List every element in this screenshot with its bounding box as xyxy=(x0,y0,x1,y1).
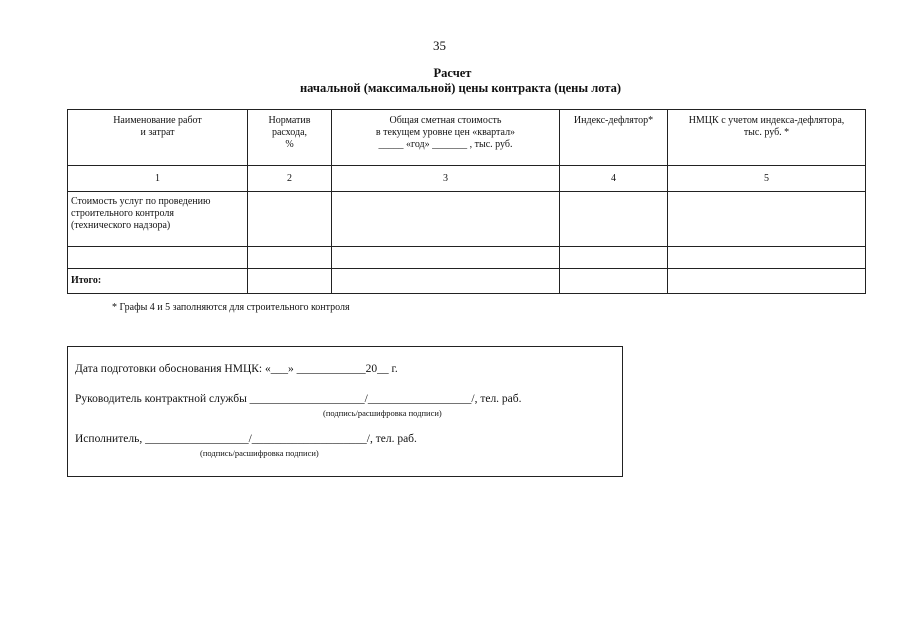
contract-service-head-line: Руководитель контрактной службы ____________________/__________________/, тел. раб. xyxy=(75,393,522,405)
header-estimated-cost: Общая сметная стоимость в текущем уровне цен «квартал» _____ «год» _______ , тыс. руб. xyxy=(332,110,560,166)
preparation-date-line: Дата подготовки обоснования НМЦК: «___» ____________20__ г. xyxy=(75,363,398,375)
empty-cell xyxy=(68,247,248,269)
footnote: * Графы 4 и 5 заполняются для строительного контроля xyxy=(112,302,350,313)
service-name-cell: Стоимость услуг по проведению строительного контроля (технического надзора) xyxy=(68,192,248,247)
table-row xyxy=(68,192,866,247)
empty-cell xyxy=(668,247,866,269)
empty-cell xyxy=(560,269,668,294)
title-line-1: Расчет xyxy=(433,66,472,80)
empty-cell xyxy=(248,269,332,294)
empty-cell xyxy=(332,269,560,294)
empty-cell xyxy=(248,247,332,269)
column-number: 2 xyxy=(248,166,332,192)
table-header-row xyxy=(68,110,866,166)
column-number: 1 xyxy=(68,166,248,192)
document-title xyxy=(0,66,905,96)
signature-block xyxy=(67,346,623,477)
empty-cell xyxy=(668,269,866,294)
header-work-name: Наименование работ и затрат xyxy=(68,110,248,166)
total-row xyxy=(68,269,866,294)
total-label: Итого: xyxy=(68,269,248,294)
column-numbers-row xyxy=(68,166,866,192)
column-number: 3 xyxy=(332,166,560,192)
header-norm: Норматив расхода, % xyxy=(248,110,332,166)
empty-cell xyxy=(248,192,332,247)
page-number: 35 xyxy=(433,38,446,53)
column-number: 4 xyxy=(560,166,668,192)
column-number: 5 xyxy=(668,166,866,192)
empty-cell xyxy=(560,192,668,247)
executor-line: Исполнитель, __________________/____________________/, тел. раб. xyxy=(75,433,417,445)
calculation-table xyxy=(67,109,866,294)
signature-caption: (подпись/расшифровка подписи) xyxy=(200,448,319,458)
empty-cell xyxy=(560,247,668,269)
header-deflator-index: Индекс-дефлятор* xyxy=(560,110,668,166)
empty-cell xyxy=(668,192,866,247)
title-line-2: начальной (максимальной) цены контракта (цены лота) xyxy=(299,81,622,95)
empty-cell xyxy=(332,247,560,269)
empty-cell xyxy=(332,192,560,247)
header-nmck-with-deflator: НМЦК с учетом индекса-дефлятора, тыс. руб. * xyxy=(668,110,866,166)
signature-caption: (подпись/расшифровка подписи) xyxy=(323,408,442,418)
table-row xyxy=(68,247,866,269)
